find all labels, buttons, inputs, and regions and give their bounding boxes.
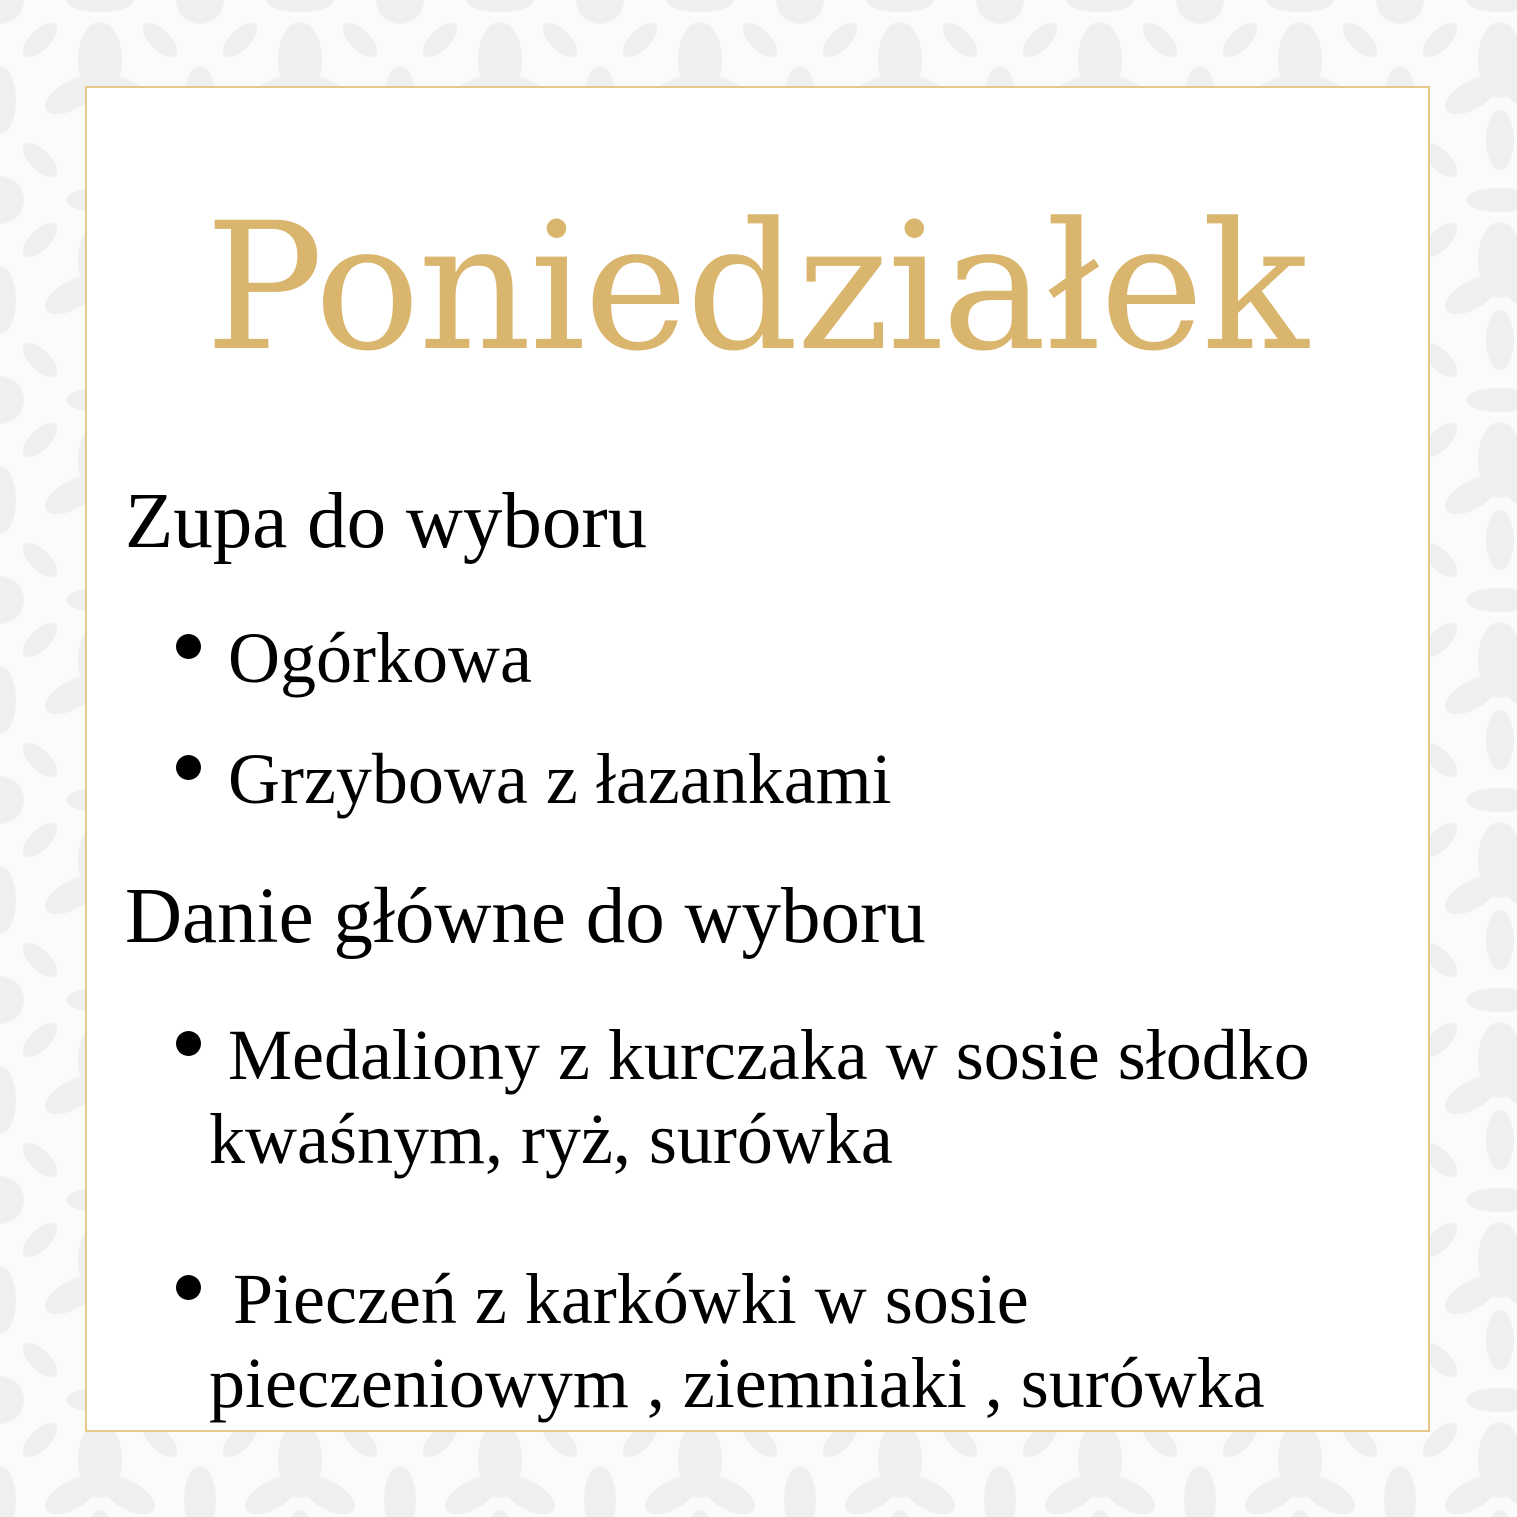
bullet-icon [176,1275,201,1300]
soup-item: Grzybowa z łazankami [228,739,892,819]
main-course-item-line: kwaśnym, ryż, surówka [209,1099,893,1179]
bullet-icon [176,755,201,780]
main-course-item-line: Pieczeń z karkówki w sosie [233,1259,1029,1339]
soup-heading: Zupa do wyboru [125,478,648,565]
main-course-item-line: Medaliony z kurczaka w sosie słodko [228,1015,1310,1095]
main-course-heading: Danie główne do wyboru [125,873,926,960]
soup-item: Ogórkowa [228,618,532,698]
day-title: Poniedziałek [205,185,1307,390]
main-course-item-line: pieczeniowym , ziemniaki , surówka [209,1343,1265,1423]
bullet-icon [176,634,201,659]
menu-card [85,86,1430,1432]
bullet-icon [176,1031,201,1056]
